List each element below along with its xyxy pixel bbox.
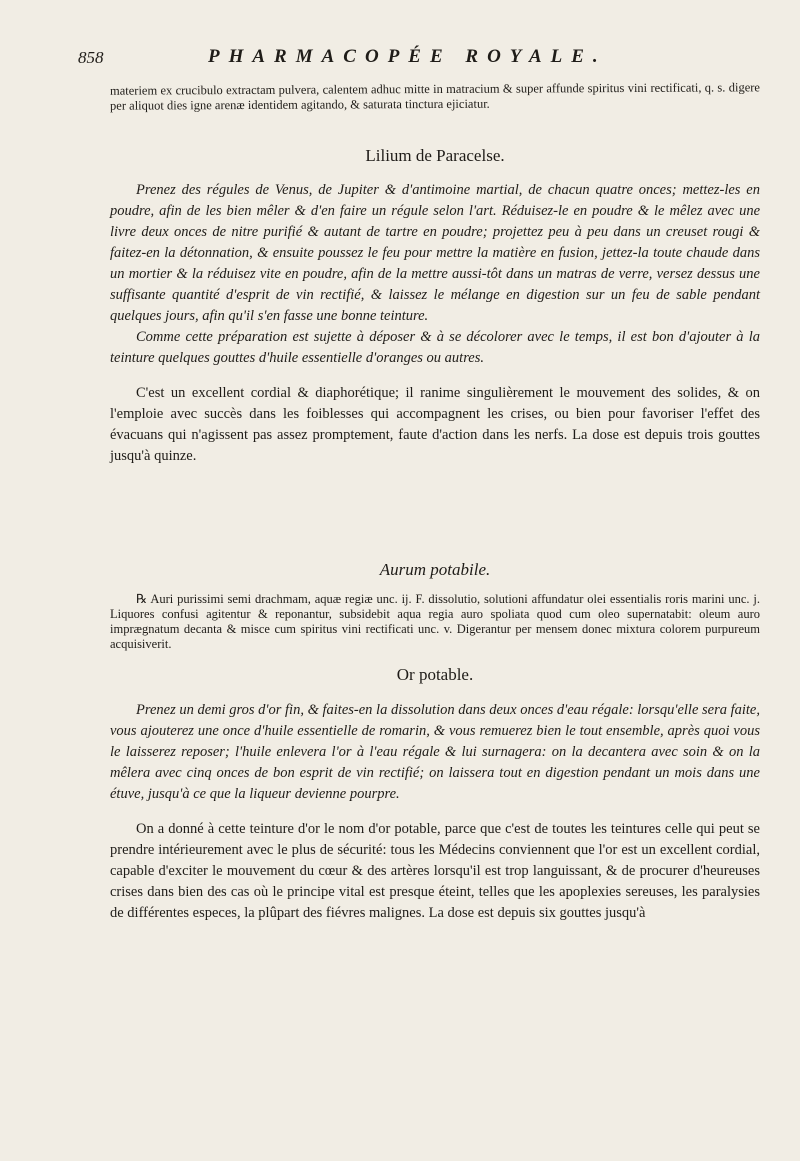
aurum-section: [110, 592, 760, 652]
heading-lilium: Lilium de Paracelse.: [365, 146, 505, 165]
heading-aurum: Aurum potabile.: [379, 560, 491, 579]
page-number: 858: [78, 48, 104, 67]
lilium-paragraph-3: C'est un excellent cordial & diaphorétique; il ranime singulièrement le mouvement des solides, & on l'emploie avec succès dans les foiblesses qui accompagnent les crises, ou bien pour favoriser l'effet des évacuans qui n'agissent pas assez promptement, faute d'action dans les nerfs. La dose est depuis trois gouttes jusqu'à quinze.: [110, 385, 760, 464]
aurum-paragraph: ℞ Auri purissimi semi drachmam, aquæ regiæ unc. ij. F. dissolutio, solutioni affundatur olei essentialis roris marini unc. j. Liquores confusi agitentur & reponantur, subsidebit aqua regia auro spoliata quod cum oleo supernatabit: oleum auro imprægnatum decanta & misce cum spiritus vini rectificati unc. v. Digerantur per mensem donec mixtura colorem purpureum acquisiverit.: [110, 592, 760, 651]
heading-or: Or potable.: [396, 665, 474, 684]
top-paragraph-block: [110, 80, 760, 113]
page-header: [78, 46, 748, 72]
top-paragraph: materiem ex crucibulo extractam pulvera, calentem adhuc mitte in matracium & super affunde spiritus vini rectificati, q. s. digere per aliquot dies igne arenæ identidem agitando, & saturata tinctura ejiciatur.: [109, 80, 760, 113]
or-paragraph-1: Prenez un demi gros d'or fin, & faites-en la dissolution dans deux onces d'eau régale: lorsqu'elle sera faite, vous ajouterez une once d'huile essentielle de romarin, & vous remuerez bien le tout ensemble, après quoi vous le laisserez reposer; l'huile enlevera l'or à l'eau régale & lui surnagera: on la decantera avec soin & on la mêlera avec cinq onces de bon esprit de vin rectifié; on laissera tout en digestion pendant un mois dans une étuve, jusqu'à ce que la liqueur devienne pourpre.: [110, 702, 760, 802]
lilium-section: [110, 180, 760, 467]
lilium-paragraph-1: Prenez des régules de Venus, de Jupiter & d'antimoine martial, de chacun quatre onces; mettez-les en poudre, afin de les bien mêler & d'en faire un régule selon l'art. Réduisez-le en poudre & le mêlez avec une livre deux onces de nitre purifié & autant de tartre en poudre; projettez peu à peu dans un creuset rougi & faitez-en la détonnation, & ensuite poussez le feu pour mettre la matière en fusion, jettez-la toute chaude dans un mortier & la réduisez vite en poudre, afin de la mettre aussi-tôt dans un matras de verre, versez dessus une suffisante quantité d'esprit de vin rectifié, & laissez le mélange en digestion sur un feu de sable pendant quelques jours, afin qu'il s'en fasse une bonne teinture.: [110, 182, 760, 324]
or-section: [110, 700, 760, 924]
lilium-paragraph-2: Comme cette préparation est sujette à déposer & à se décolorer avec le temps, il est bon d'ajouter à la teinture quelques gouttes d'huile essentielle d'oranges ou autres.: [110, 329, 760, 366]
or-paragraph-2: On a donné à cette teinture d'or le nom d'or potable, parce que c'est de toutes les teintures celle qui peut se prendre intérieurement avec le plus de sécurité: tous les Médecins conviennent que l'or est un excellent cordial, capable d'exciter le mouvement du cœur & des artères lorsqu'il est trop languissant, & de procurer d'heureuses crises dans bien des cas où le principe vital est presque éteint, telles que les apoplexies sereuses, les paralysies de différentes especes, la plûpart des fiévres malignes. La dose est depuis six gouttes jusqu'à: [110, 821, 760, 921]
running-title: PHARMACOPÉE ROYALE.: [208, 46, 607, 67]
